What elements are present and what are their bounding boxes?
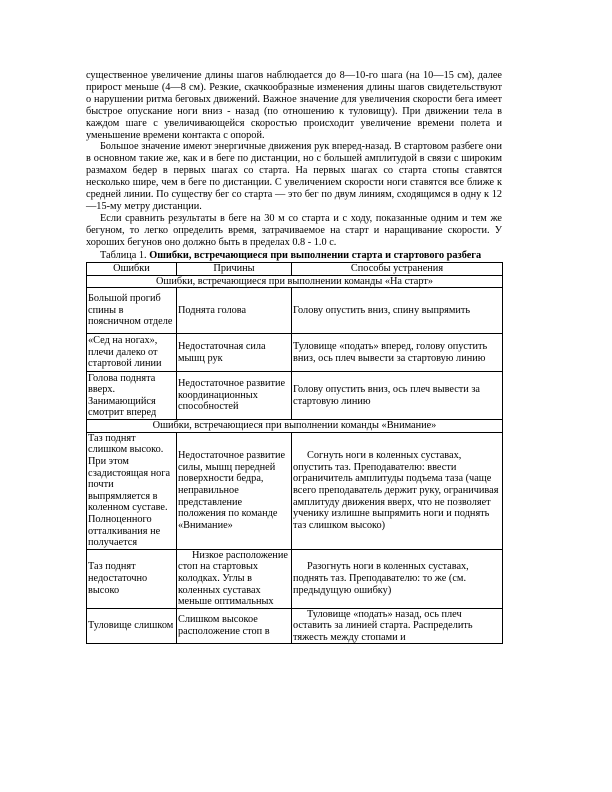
paragraph-1: существенное увеличение длины шагов наблюдается до 8—10-го шага (на 10—15 см), далее прирост меньше (4—8 см). Резкие, скачкообразные изменения длины шагов свидетельствуют о нарушении ритма беговых движений. Важное значение для увеличения скорости бега имеет быстрое опускание ноги вниз - назад (по отношению к туловищу). При движении тела в каждом шаге с увеличивающейся скоростью происходит увеличение времени полета и уменьшение времени контакта с опорой. (86, 70, 502, 141)
header-errors: Ошибки (87, 263, 177, 276)
section-row-attention (87, 420, 503, 433)
table-row (87, 432, 503, 549)
cause-cell: Поднята голова (177, 288, 292, 334)
section-attention: Ошибки, встречающиеся при выполнении команды «Внимание» (87, 420, 503, 433)
table-row (87, 608, 503, 644)
error-cell: Таз поднят недостаточно высоко (87, 549, 177, 608)
cause-cell: Слишком высокое расположение стоп в (177, 608, 292, 644)
cause-cell: Недостаточное развитие силы, мышц передней поверхности бедра, неправильное представление положения по команде «Внимание» (177, 432, 292, 549)
table-caption (86, 250, 502, 261)
fix-cell: Голову опустить вниз, спину выпрямить (292, 288, 503, 334)
cause-cell: Низкое расположение стоп на стартовых колодках. Углы в коленных суставах меньше оптимальных (177, 549, 292, 608)
error-cell: Голова поднята вверх. Занимающийся смотрит вперед (87, 372, 177, 420)
fix-cell: Разогнуть ноги в коленных суставах, поднять таз. Преподавателю: то же (см. предыдущую ошибку) (292, 549, 503, 608)
table-row (87, 549, 503, 608)
fix-cell: Голову опустить вниз, ось плеч вывести за стартовую линию (292, 372, 503, 420)
error-cell: «Сед на ногах», плечи далеко от стартовой линии (87, 334, 177, 372)
fix-cell: Туловище «подать» назад, ось плеч оставить за линией старта. Распределить тяжесть между стопами и (292, 608, 503, 644)
header-fixes: Способы устранения (292, 263, 503, 276)
fix-cell: Туловище «подать» вперед, голову опустить вниз, ось плеч вывести за стартовую линию (292, 334, 503, 372)
header-causes: Причины (177, 263, 292, 276)
error-cell: Большой прогиб спины в поясничном отделе (87, 288, 177, 334)
cause-cell: Недостаточная сила мышц рук (177, 334, 292, 372)
table-header-row (87, 263, 503, 276)
table-row (87, 372, 503, 420)
section-on-start: Ошибки, встречающиеся при выполнении команды «На старт» (87, 275, 503, 288)
errors-table (86, 262, 503, 644)
table-row (87, 334, 503, 372)
paragraph-3: Если сравнить результаты в беге на 30 м со старта и с ходу, показанные одним и тем же бегуном, то легко определить время, затрачиваемое на старт и наращивание скорости. У хороших бегунов оно должно быть в пределах 0.8 - 1.0 с. (86, 212, 502, 248)
section-row-on-start (87, 275, 503, 288)
table-caption-title: Ошибки, встречающиеся при выполнении старта и стартового разбега (149, 249, 482, 261)
document-page (86, 70, 502, 644)
fix-cell: Согнуть ноги в коленных суставах, опустить таз. Преподавателю: ввести ограничитель амплитуды подъема таза (чаще всего преподаватель держит руку, ограничивая амплитуду движения вверх, что не позволяет ученику излишне выпрямить ноги и поднять таз слишком высоко) (292, 432, 503, 549)
table-row (87, 288, 503, 334)
table-caption-prefix: Таблица 1. (100, 249, 150, 261)
paragraph-2: Большое значение имеют энергичные движения рук вперед-назад. В стартовом разбеге они в основном такие же, как и в беге по дистанции, но с большей амплитудой в связи с широким размахом бедер в первых шагах со старта. На первых шагах со старта стопы ставятся несколько шире, чем в беге по дистанции. С увеличением скорости ноги ставятся все ближе к средней линии. По существу бег со старта — это бег по двум линиям, сходящимся в одну к 12—15-му метру дистанции. (86, 141, 502, 212)
error-cell: Таз поднят слишком высоко. При этом сзадистоящая нога почти выпрямляется в коленном суставе. Полноценного отталкивания не получается (87, 432, 177, 549)
error-cell: Туловище слишком (87, 608, 177, 644)
cause-cell: Недостаточное развитие координационных способностей (177, 372, 292, 420)
